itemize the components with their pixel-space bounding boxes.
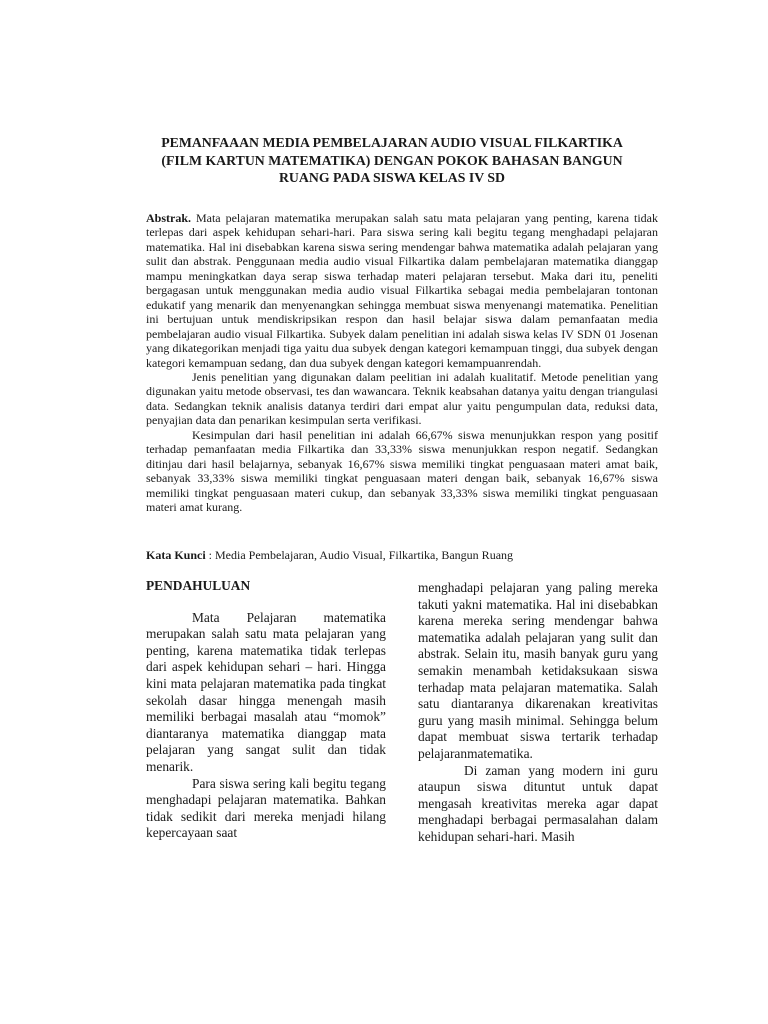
body-paragraph: menghadapi pelajaran yang paling mereka takuti yakni matematika. Hal ini disebabkan karena mereka sering mendengar bahwa matematika adalah pelajaran yang sulit dan abstrak. Selain itu, masih banyak guru yang semakin menambah ketidaksukaan siswa terhadap mata pelajaran matematika. Salah satu diantaranya dikarenakan kreativitas guru yang masih minimal. Sehingga belum dapat membuat siswa tertarik terhadap pelajaranmatematika. (418, 580, 658, 761)
abstract-paragraph: Jenis penelitian yang digunakan dalam peelitian ini adalah kualitatif. Metode penelitian yang digunakan yaitu metode observasi, tes dan wawancara. Teknik keabsahan datanya yaitu dengan triangulasi data. Sedangkan teknik analisis datanya terdiri dari empat alur yaitu pengumpulan data, reduksi data, penyajian data dan penarikan kesimpulan serta verifikasi. (146, 369, 658, 428)
abstract-paragraph (146, 211, 658, 370)
body-paragraph: Di zaman yang modern ini guru ataupun siswa dituntut untuk dapat mengasah kreativitas mereka agar dapat menghadapi berbagai permasalahan dalam kehidupan sehari-hari. Masih (418, 762, 658, 844)
title-line: RUANG PADA SISWA KELAS IV SD (278, 170, 506, 185)
keywords-label: Kata Kunci (146, 548, 206, 562)
section-heading: PENDAHULUAN (146, 578, 251, 593)
right-column (418, 580, 658, 846)
abstract (146, 211, 658, 515)
body-paragraph: Para siswa sering kali begitu tegang menghadapi pelajaran matematika. Bahkan tidak sedikit dari mereka menjadi hilang kepercayaan saat (146, 775, 386, 841)
keywords-text: : Media Pembelajaran, Audio Visual, Filkartika, Bangun Ruang (205, 548, 514, 562)
left-column (146, 578, 386, 842)
abstract-label: Abstrak. (146, 211, 192, 225)
title-line: PEMANFAAAN MEDIA PEMBELAJARAN AUDIO VISUAL FILKARTIKA (161, 135, 623, 150)
title-line: (FILM KARTUN MATEMATIKA) DENGAN POKOK BAHASAN BANGUN (161, 152, 623, 168)
abstract-paragraph: Kesimpulan dari hasil penelitian ini adalah 66,67% siswa menunjukkan respon yang positif terhadap pemanfaatan media Filkartika dan 33,33% siswa menunjukkan respon negatif. Sedangkan ditinjau dari hasil belajarnya, sebanyak 16,67% siswa memiliki tingkat penguasaan materi amat baik, sebanyak 33,33% siswa memiliki tingkat penguasaan materi dengan baik, sebanyak 16,67% siswa memiliki tingkat penguasaan materi cukup, dan sebanyak 33,33% siswa memiliki tingkat penguasaan materi amat kurang. (146, 427, 658, 515)
abstract-text: Mata pelajaran matematika merupakan salah satu mata pelajaran yang penting, karena tidak terlepas dari aspek kehidupan sehari-hari. Para siswa sering kali begitu tegang menghadapi pelajaran matematika. Hal ini disebabkan karena siswa sering mendengar bahwa matematika adalah pelajaran yang sulit dan abstrak. Penggunaan media audio visual Filkartika dalam pembelajaran matematika dianggap mampu meningkatkan daya serap siswa terhadap materi pelajaran tersebut. Maka dari itu, peneliti bergagasan untuk menggunakan media audio visual Filkartika sebagai media pembelajaran tontonan edukatif yang menarik dan menyenangkan sehingga membuat siswa menyenangi matematika. Penelitian ini bertujuan untuk mendiskripsikan respon dan hasil belajar siswa dalam pemanfaatan media pembelajaran audio visual Filkartika. Subyek dalam penelitian ini adalah siswa kelas IV SDN 01 Josenan yang dikategorikan menjadi tiga yaitu dua subyek dengan kategori kemampuan tinggi, dua subyek dengan kategori kemampuan sedang, dan dua subyek dengan kategori kemampuanrendah. (146, 211, 658, 370)
paper-title (146, 134, 638, 187)
body-paragraph: Mata Pelajaran matematika merupakan salah satu mata pelajaran yang penting, karena matematika tidak terlepas dari aspek kehidupan sehari – hari. Hingga kini mata pelajaran matematika pada tingkat sekolah dasar hingga menengah masih memiliki berbagai masalah atau “momok” diantaranya matematika dianggap mata pelajaran yang sangat sulit dan tidak menarik. (146, 609, 386, 774)
keywords (146, 548, 658, 562)
